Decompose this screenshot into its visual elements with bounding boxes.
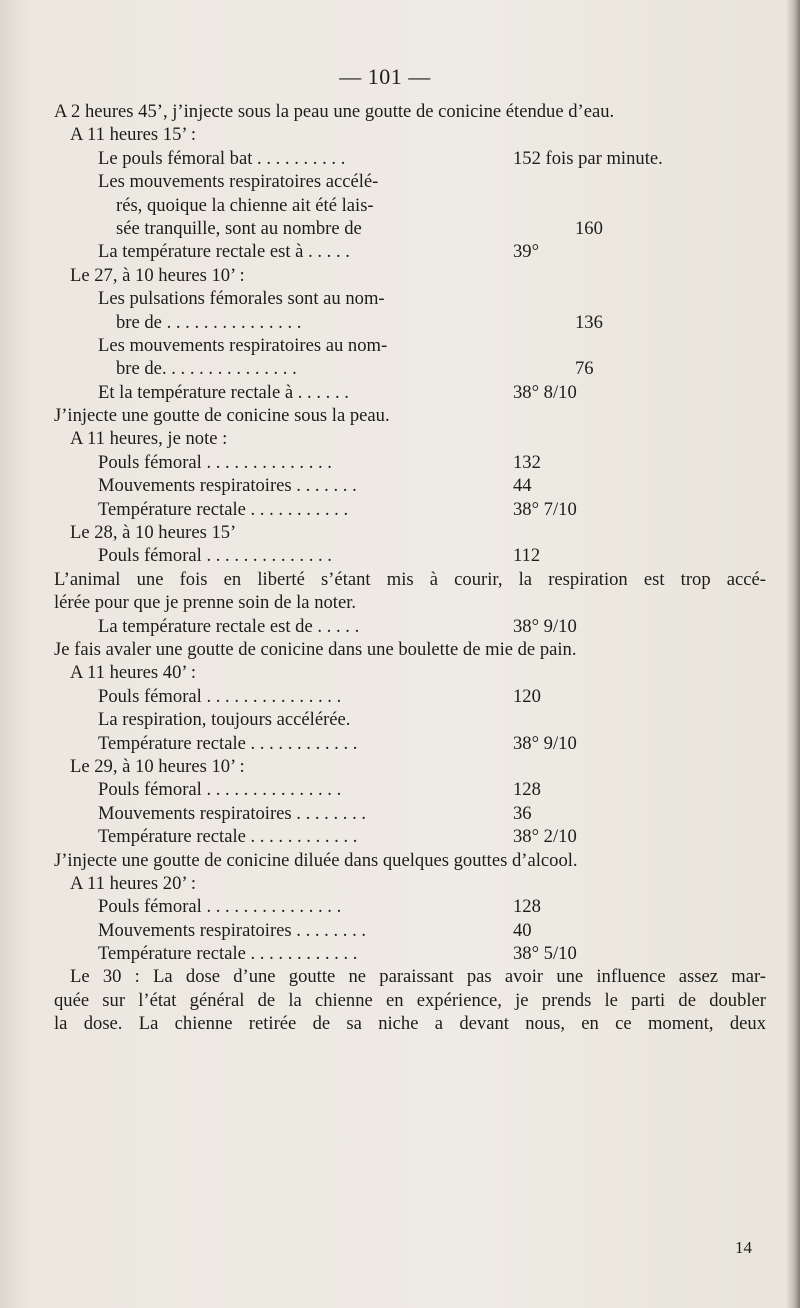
measurement-row — [54, 357, 766, 380]
measurement-row — [54, 381, 766, 404]
text-line: Je fais avaler une goutte de conicine dans une boulette de mie de pain. — [54, 638, 577, 660]
text-line: A 11 heures, je note : — [70, 428, 228, 450]
text-line: J’injecte une goutte de conicine diluée dans quelques gouttes d’alcool. — [54, 849, 578, 871]
measurement-row — [54, 685, 766, 708]
measurement-label: Température rectale . . . . . . . . . . . . — [98, 943, 358, 965]
measurement-label: La température rectale est de . . . . . — [98, 615, 360, 637]
measurement-row — [54, 147, 766, 170]
measurement-label: Mouvements respiratoires . . . . . . . — [98, 475, 357, 497]
text-line: Le 27, à 10 heures 10’ : — [70, 264, 245, 286]
measurement-value: 36 — [513, 802, 532, 824]
measurement-row — [54, 498, 766, 521]
measurement-value: 38° 9/10 — [513, 732, 577, 754]
measurement-value: 120 — [513, 685, 541, 707]
text-line: A 11 heures 15’ : — [70, 124, 196, 146]
body-text — [54, 100, 766, 1036]
measurement-value: 40 — [513, 919, 532, 941]
measurement-label: Le pouls fémoral bat . . . . . . . . . . — [98, 147, 346, 169]
measurement-row — [54, 895, 766, 918]
text-line: A 11 heures 20’ : — [70, 872, 196, 894]
measurement-label: Pouls fémoral . . . . . . . . . . . . . . — [98, 545, 332, 567]
measurement-row — [54, 311, 766, 334]
measurement-label: Pouls fémoral . . . . . . . . . . . . . . . — [98, 896, 342, 918]
measurement-value: 38° 5/10 — [513, 943, 577, 965]
measurement-row — [54, 451, 766, 474]
measurement-value: 128 — [513, 896, 541, 918]
text-line: quée sur l’état général de la chienne en expérience, je prends le parti de doubler — [54, 989, 766, 1011]
measurement-label: Température rectale . . . . . . . . . . . — [98, 498, 349, 520]
measurement-label: Pouls fémoral . . . . . . . . . . . . . . . — [98, 685, 342, 707]
measurement-row — [54, 919, 766, 942]
measurement-row — [54, 732, 766, 755]
measurement-value: 38° 9/10 — [513, 615, 577, 637]
measurement-row — [54, 942, 766, 965]
measurement-value: 128 — [513, 779, 541, 801]
measurement-value: 44 — [513, 475, 532, 497]
text-line: Les mouvements respiratoires accélé- — [98, 171, 379, 193]
measurement-label: bre de . . . . . . . . . . . . . . . — [116, 311, 302, 333]
text-line: Le 29, à 10 heures 10’ : — [70, 755, 245, 777]
measurement-value: 76 — [575, 358, 594, 380]
measurement-row — [54, 217, 766, 240]
text-line: rés, quoique la chienne ait été lais- — [116, 194, 374, 216]
measurement-row — [54, 615, 766, 638]
measurement-row — [54, 544, 766, 567]
measurement-value: 136 — [575, 311, 603, 333]
measurement-value: 112 — [513, 545, 541, 567]
text-line: lérée pour que je prenne soin de la noter. — [54, 592, 357, 614]
measurement-label: Mouvements respiratoires . . . . . . . . — [98, 802, 367, 824]
measurement-label: La température rectale est à . . . . . — [98, 241, 350, 263]
text-line: A 11 heures 40’ : — [70, 662, 196, 684]
measurement-label: Et la température rectale à . . . . . . — [98, 381, 349, 403]
measurement-value: 152 fois par minute. — [513, 147, 663, 169]
measurement-row — [54, 825, 766, 848]
measurement-label: sée tranquille, sont au nombre de — [116, 217, 362, 239]
text-line: J’injecte une goutte de conicine sous la peau. — [54, 405, 390, 427]
text-line: Le 28, à 10 heures 15’ — [70, 522, 237, 544]
measurement-row — [54, 474, 766, 497]
measurement-value: 39° — [513, 241, 540, 263]
measurement-row — [54, 778, 766, 801]
measurement-value: 38° 8/10 — [513, 381, 577, 403]
measurement-label: Température rectale . . . . . . . . . . . . — [98, 826, 358, 848]
text-line: L’animal une fois en liberté s’étant mis à courir, la respiration est trop accé- — [54, 568, 766, 590]
text-line: la dose. La chienne retirée de sa niche a devant nous, en ce moment, deux — [54, 1013, 766, 1035]
measurement-value: 38° 7/10 — [513, 498, 577, 520]
page-number: — 101 — — [339, 64, 431, 89]
text-line: Le 30 : La dose d’une goutte ne paraissant pas avoir une influence assez mar- — [70, 966, 766, 988]
text-line: La respiration, toujours accélérée. — [98, 709, 351, 731]
measurement-label: bre de. . . . . . . . . . . . . . . — [116, 358, 297, 380]
measurement-label: Pouls fémoral . . . . . . . . . . . . . . . — [98, 779, 342, 801]
measurement-label: Température rectale . . . . . . . . . . . . — [98, 732, 358, 754]
measurement-label: Pouls fémoral . . . . . . . . . . . . . . — [98, 451, 332, 473]
text-line: Les mouvements respiratoires au nom- — [98, 334, 388, 356]
measurement-value: 132 — [513, 451, 541, 473]
text-line: A 2 heures 45’, j’injecte sous la peau une goutte de conicine étendue d’eau. — [54, 101, 615, 122]
measurement-label: Mouvements respiratoires . . . . . . . . — [98, 919, 367, 941]
text-line: Les pulsations fémorales sont au nom- — [98, 288, 385, 310]
measurement-value: 160 — [575, 217, 603, 239]
signature-mark: 14 — [735, 1238, 752, 1257]
page-edge-shadow — [786, 0, 800, 1308]
measurement-value: 38° 2/10 — [513, 826, 577, 848]
measurement-row — [54, 802, 766, 825]
measurement-row — [54, 240, 766, 263]
